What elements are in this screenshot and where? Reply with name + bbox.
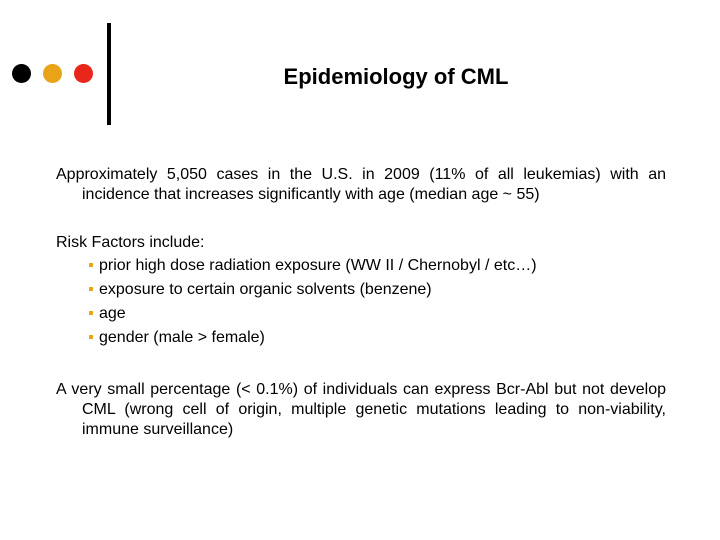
list-item (56, 254, 666, 278)
list-item (56, 278, 666, 302)
list-item-text: age (99, 305, 126, 322)
bullet-icon (89, 335, 93, 339)
incidence-paragraph: Approximately 5,050 cases in the U.S. in 2009 (11% of all leukemias) with an incidence that increases significantly with age (median age ~ 55) (56, 166, 666, 203)
list-item-text: gender (male > female) (99, 329, 265, 346)
risk-factors-list (56, 254, 666, 350)
slide-body (56, 165, 666, 440)
bcr-abl-paragraph: A very small percentage (< 0.1%) of individuals can express Bcr-Abl but not develop CML (wrong cell of origin, multiple genetic mutations leading to non-viability, immune surveillance) (56, 381, 666, 438)
list-item-text: exposure to certain organic solvents (benzene) (99, 281, 432, 298)
black-dot-icon (12, 64, 31, 83)
red-dot-icon (74, 64, 93, 83)
decorative-dots (12, 64, 97, 86)
risk-factors-heading: Risk Factors include: (56, 234, 205, 251)
bullet-icon (89, 311, 93, 315)
list-item-text: prior high dose radiation exposure (WW II / Chernobyl / etc…) (99, 257, 537, 274)
list-item (56, 302, 666, 326)
vertical-divider (107, 23, 111, 125)
bullet-icon (89, 287, 93, 291)
slide-title: Epidemiology of CML (283, 64, 509, 89)
bullet-icon (89, 263, 93, 267)
list-item (56, 326, 666, 350)
orange-dot-icon (43, 64, 62, 83)
